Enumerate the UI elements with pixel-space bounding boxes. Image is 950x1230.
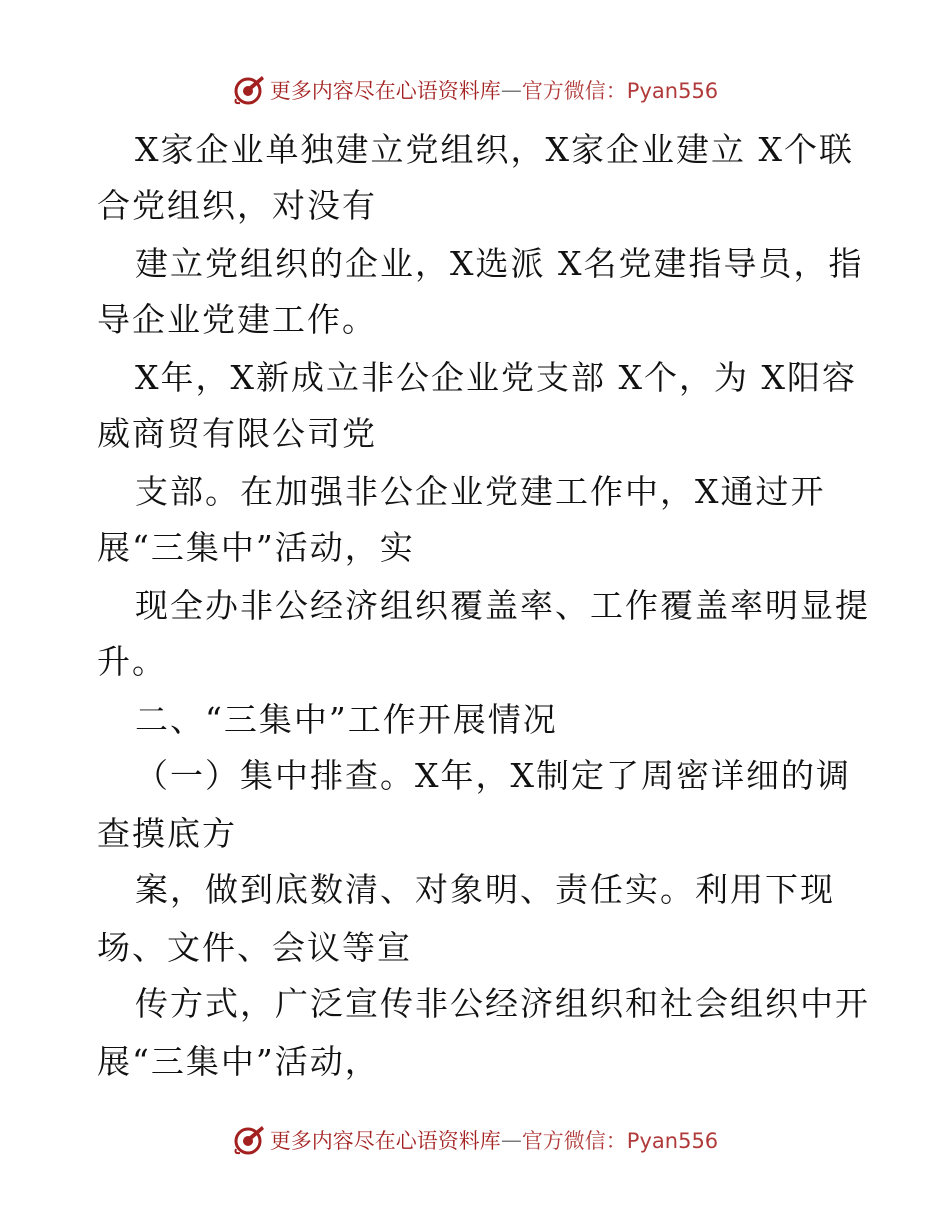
header-banner-title: 更多内容尽在心语资料库 <box>269 79 501 103</box>
header-banner-contact: 官方微信：Pyan556 <box>521 79 719 103</box>
body-line: 威商贸有限公司党 <box>97 414 377 453</box>
footer-banner-contact: 官方微信：Pyan556 <box>521 1129 719 1153</box>
header-banner-separator: — <box>500 78 522 102</box>
footer-banner-separator: — <box>500 1128 522 1152</box>
body-line: （一）集中排查。X年，X制定了周密详细的调 <box>135 756 851 795</box>
footer-banner <box>0 1120 950 1160</box>
body-line: 展“三集中”活动， <box>97 1042 380 1081</box>
section-heading: 二、“三集中”工作开展情况 <box>135 700 558 739</box>
brush-seal-logo-icon <box>232 1123 266 1157</box>
body-line: 展“三集中”活动，实 <box>97 528 415 567</box>
body-line: 合党组织，对没有 <box>97 186 377 225</box>
body-line: 案，做到底数清、对象明、责任实。利用下现 <box>135 870 835 909</box>
body-line: 升。 <box>97 642 167 681</box>
body-line: 场、文件、会议等宣 <box>97 928 412 967</box>
body-line: 建立党组织的企业，X选派 X名党建指导员，指 <box>135 244 864 283</box>
body-line: X年，X新成立非公企业党支部 X个，为 X阳容 <box>135 358 857 397</box>
body-line: 传方式，广泛宣传非公经济组织和社会组织中开 <box>135 984 870 1023</box>
footer-banner-title: 更多内容尽在心语资料库 <box>269 1129 501 1153</box>
body-line: 现全办非公经济组织覆盖率、工作覆盖率明显提 <box>135 586 870 625</box>
body-line: 查摸底方 <box>97 814 237 853</box>
body-line: X家企业单独建立党组织，X家企业建立 X个联 <box>135 130 854 169</box>
body-line: 支部。在加强非公企业党建工作中，X通过开 <box>135 472 826 511</box>
body-line: 导企业党建工作。 <box>97 300 377 339</box>
